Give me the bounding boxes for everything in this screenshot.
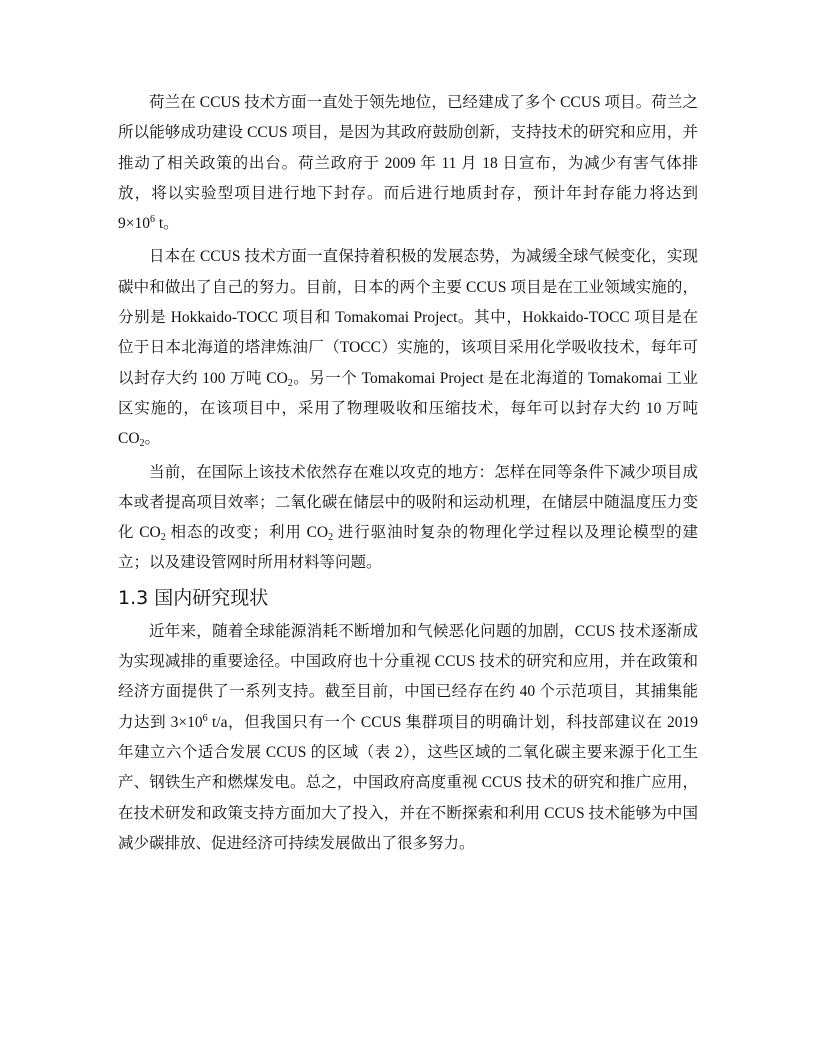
paragraph-text: 。另一个 Tomakomai Project 是在北海道的 Tomakomai 工业区实施的，在该项目中，采用了物理吸收和压缩技术，每年可以封存大约 10 万吨 CO xyxy=(118,369,698,448)
paragraph-text: 。 xyxy=(144,430,161,448)
subscript-co2: 2 xyxy=(139,438,145,450)
paragraph-text: 当前，在国际上该技术依然存在难以攻克的地方：怎样在同等条件下减少项目成本或者提高项目效率；二氧化碳在储层中的吸附和运动机理，在储层中随温度压力变化 CO xyxy=(118,463,698,542)
paragraph-text: t/a，但我国只有一个 CCUS 集群项目的明确计划，科技部建议在 2019 年建立六个适合发展 CCUS 的区域（表 2），这些区域的二氧化碳主要来源于化工生产、钢铁生产和燃煤发电。总之，中国政府高度重视 CCUS 技术的研究和推广应用，在技术研发和政策支持方面加大了投入，并在不断探索和利用 CCUS 技术能够为中国减少碳排放、促进经济可持续发展做出了很多努力。 xyxy=(118,713,698,852)
paragraph-text: 荷兰在 CCUS 技术方面一直处于领先地位，已经建成了多个 CCUS 项目。荷兰之所以能够成功建设 CCUS 项目，是因为其政府鼓励创新，支持技术的研究和应用，并推动了相关政策的出台。荷兰政府于 2009 年 11 月 18 日宣布，为减少有害气体排放，将以实验型项目进行地下封存。而后进行地质封存，预计年封存能力将达到 9×10 xyxy=(118,94,698,233)
paragraph-text: 相态的改变；利用 CO xyxy=(165,524,329,542)
superscript-exponent: 6 xyxy=(150,214,155,226)
paragraph-text: 日本在 CCUS 技术方面一直保持着积极的发展态势，为减缓全球气候变化，实现碳中和做出了自己的努力。目前，日本的两个主要 CCUS 项目是在工业领域实施的，分别是 Hokkaido-TOCC 项目和 Tomakomai Project。其中，Hokkaido-TOCC 项目是在位于日本北海道的塔津炼油厂（TOCC）实施的，该项目采用化学吸收技术，每年可以封存大约 100 万吨 CO xyxy=(118,248,698,387)
subscript-co2: 2 xyxy=(328,532,334,544)
paragraph-international-challenges xyxy=(118,458,698,579)
paragraph-netherlands xyxy=(118,88,698,239)
section-heading: 1.3 国内研究现状 xyxy=(118,586,269,609)
subscript-co2: 2 xyxy=(287,377,293,389)
superscript-exponent: 6 xyxy=(202,712,208,724)
paragraph-japan xyxy=(118,242,698,454)
paragraph-text: 进行驱油时复杂的物理化学过程以及理论模型的建立；以及建设管网时所用材料等问题。 xyxy=(118,524,698,572)
subscript-co2: 2 xyxy=(160,532,166,544)
paragraph-domestic-status xyxy=(118,617,698,859)
paragraph-text: 近年来，随着全球能源消耗不断增加和气候恶化问题的加剧，CCUS 技术逐渐成为实现减排的重要途径。中国政府也十分重视 CCUS 技术的研究和应用，并在政策和经济方面提供了一系列支持。截至目前，中国已经存在约 40 个示范项目，其捕集能力达到 3×10 xyxy=(118,622,698,731)
document-page xyxy=(118,88,698,862)
paragraph-text: t。 xyxy=(155,215,179,233)
